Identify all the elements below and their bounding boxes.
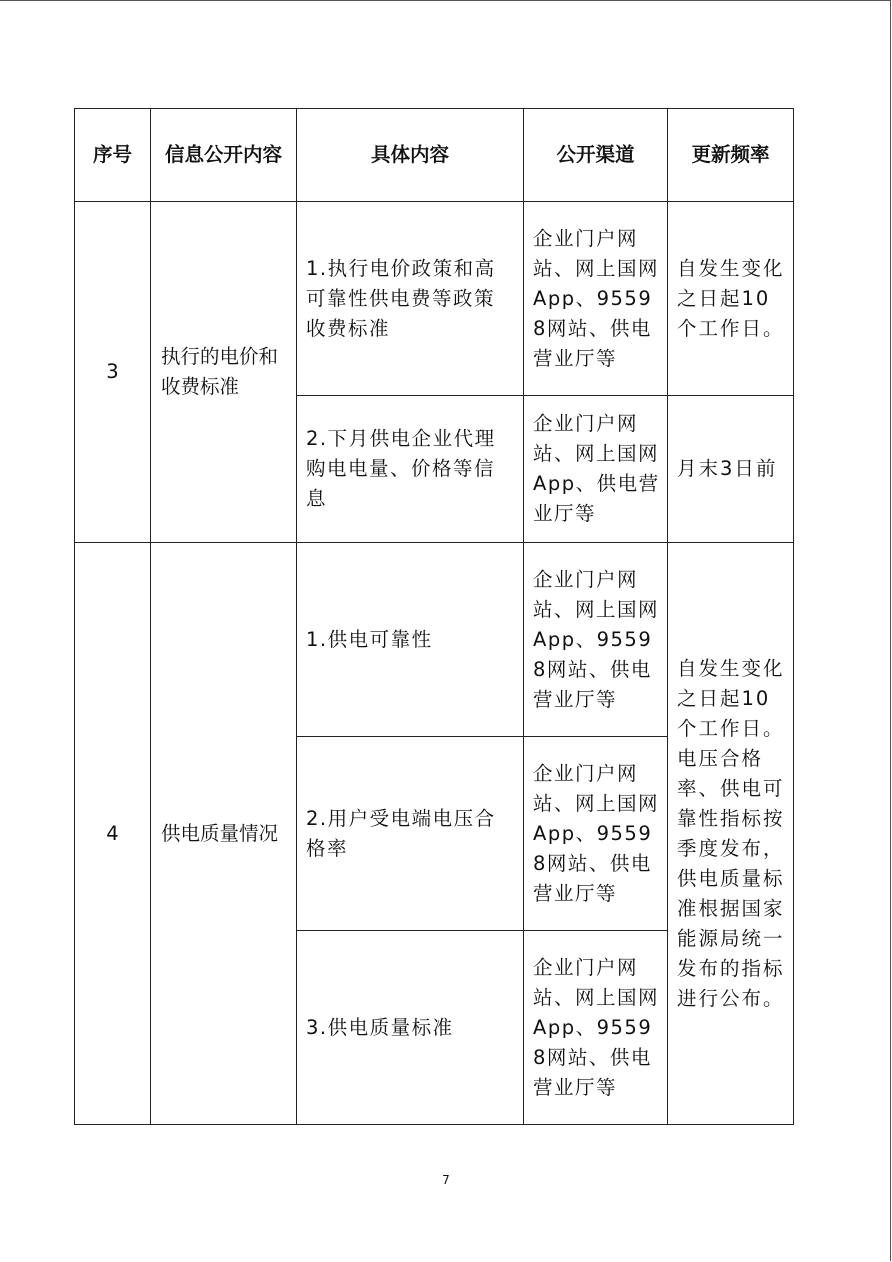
specific-content-cell: 2.用户受电端电压合格率: [297, 737, 524, 931]
disclosure-channel-cell: 企业门户网站、网上国网App、95598网站、供电营业厅等: [524, 202, 668, 396]
disclosure-channel-cell: 企业门户网站、网上国网App、95598网站、供电营业厅等: [524, 931, 668, 1125]
update-frequency-cell: 月末3日前: [668, 396, 794, 543]
disclosure-channel-cell: 企业门户网站、网上国网App、95598网站、供电营业厅等: [524, 543, 668, 737]
specific-content-cell: 2.下月供电企业代理购电电量、价格等信息: [297, 396, 524, 543]
specific-content-cell: 1.执行电价政策和高可靠性供电费等政策收费标准: [297, 202, 524, 396]
row-disclosure-content: 供电质量情况: [151, 543, 297, 1125]
update-frequency-cell: 自发生变化之日起10个工作日。: [668, 202, 794, 396]
header-update-frequency: 更新频率: [668, 109, 794, 202]
row-disclosure-content: 执行的电价和收费标准: [151, 202, 297, 543]
header-disclosure-content: 信息公开内容: [151, 109, 297, 202]
disclosure-channel-cell: 企业门户网站、网上国网App、95598网站、供电营业厅等: [524, 737, 668, 931]
page-number: 7: [442, 1173, 450, 1187]
table-row: [75, 202, 794, 396]
disclosure-channel-cell: 企业门户网站、网上国网App、供电营业厅等: [524, 396, 668, 543]
row-serial-number: 3: [75, 202, 151, 543]
specific-content-cell: 1.供电可靠性: [297, 543, 524, 737]
table-row: [75, 543, 794, 737]
update-frequency-cell: 自发生变化之日起10个工作日。电压合格率、供电可靠性指标按季度发布，供电质量标准根据国家能源局统一发布的指标进行公布。: [668, 543, 794, 1125]
header-disclosure-channel: 公开渠道: [524, 109, 668, 202]
specific-content-cell: 3.供电质量标准: [297, 931, 524, 1125]
row-serial-number: 4: [75, 543, 151, 1125]
disclosure-table: [74, 108, 794, 1125]
header-serial-number: 序号: [75, 109, 151, 202]
header-specific-content: 具体内容: [297, 109, 524, 202]
table-header-row: [75, 109, 794, 202]
